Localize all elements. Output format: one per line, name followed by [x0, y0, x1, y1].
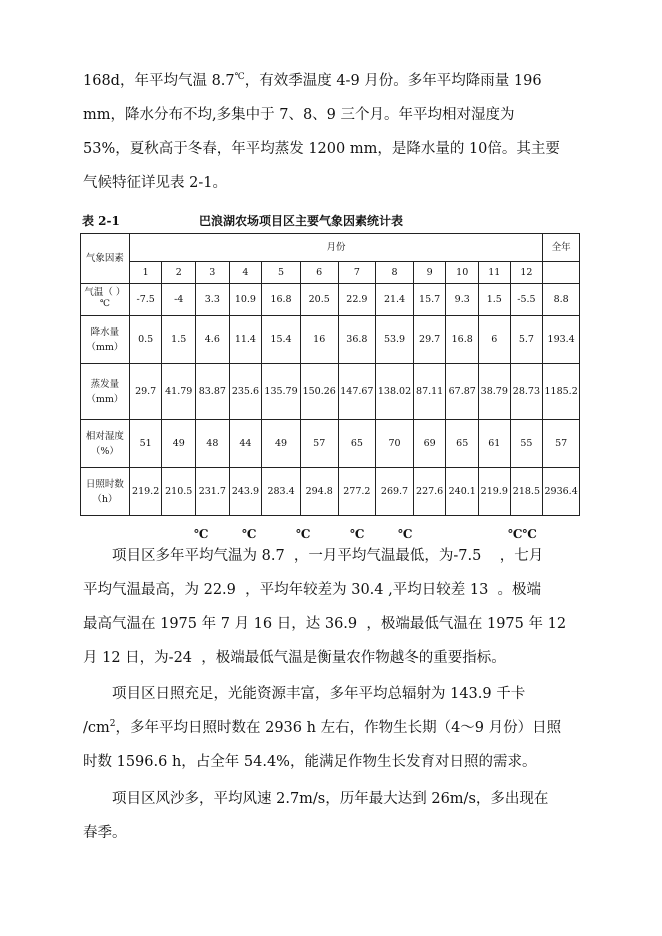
temperature-line-1: 项目区多年平均气温为 8.7 ，一月平均气温最低，为-7.5 ，七月	[112, 548, 544, 564]
wind-paragraph	[83, 782, 583, 850]
intro-line-4: 气候特征详见表 2-1。	[83, 175, 227, 191]
table-row	[81, 468, 580, 516]
degree-symbol: ℃	[242, 527, 257, 541]
table-cell: 16.8	[262, 284, 301, 316]
wind-line-1: 项目区风沙多，平均风速 2.7m/s，历年最大达到 26m/s，多出现在	[112, 791, 549, 807]
climate-table	[80, 233, 580, 516]
table-cell: 9.3	[446, 284, 479, 316]
annual-cell: 1185.2	[543, 364, 580, 420]
table-cell: 49	[262, 420, 301, 468]
table-cell: 15.4	[262, 316, 301, 364]
table-cell: 219.9	[479, 468, 511, 516]
table-cell: 21.4	[376, 284, 414, 316]
table-cell: 150.26	[300, 364, 338, 420]
month-label: 3	[196, 262, 230, 284]
table-cell: 44	[229, 420, 262, 468]
table-cell: 20.5	[300, 284, 338, 316]
table-cell: 235.6	[229, 364, 262, 420]
sunshine-line-1: 项目区日照充足，光能资源丰富，多年平均总辐射为 143.9 千卡	[112, 686, 526, 702]
table-cell: 28.73	[510, 364, 543, 420]
annual-cell: 193.4	[543, 316, 580, 364]
month-label: 10	[446, 262, 479, 284]
table-cell: -5.5	[510, 284, 543, 316]
table-cell: 69	[413, 420, 446, 468]
intro-paragraph	[83, 64, 583, 200]
table-cell: 4.6	[196, 316, 230, 364]
month-label: 12	[510, 262, 543, 284]
table-number: 表 2-1	[82, 214, 120, 228]
row-label: 蒸发量（mm）	[81, 364, 130, 420]
sunshine-line-2: $/cm^2$，多年平均日照时数在 2936 h 左右，作物生长期（4～9 月份）日照	[83, 719, 562, 736]
factor-header: 气象因素	[81, 234, 130, 284]
month-label: 4	[229, 262, 262, 284]
table-cell: -7.5	[129, 284, 162, 316]
month-label: 7	[338, 262, 376, 284]
table-cell: 243.9	[229, 468, 262, 516]
intro-line-2: mm，降水分布不均,多集中于 7、8、9 三个月。年平均相对湿度为	[83, 107, 515, 123]
table-cell: 51	[129, 420, 162, 468]
table-cell: 283.4	[262, 468, 301, 516]
degree-symbol: ℃	[99, 298, 110, 309]
annual-cell: 8.8	[543, 284, 580, 316]
row-label: 日照时数（h）	[81, 468, 130, 516]
month-label: 11	[479, 262, 511, 284]
row-label: 气温（ ）℃	[81, 284, 130, 316]
table-cell: 294.8	[300, 468, 338, 516]
table-cell: 5.7	[510, 316, 543, 364]
table-cell: 147.67	[338, 364, 376, 420]
table-cell: 61	[479, 420, 511, 468]
table-cell: 57	[300, 420, 338, 468]
table-cell: 240.1	[446, 468, 479, 516]
table-cell: 1.5	[479, 284, 511, 316]
degree-symbol: ℃	[398, 527, 413, 541]
table-cell: 70	[376, 420, 414, 468]
table-cell: 29.7	[413, 316, 446, 364]
month-label: 6	[300, 262, 338, 284]
table-row	[81, 316, 580, 364]
table-title: 巴浪湖农场项目区主要气象因素统计表	[199, 214, 404, 228]
temperature-line-3: 最高气温在 1975 年 7 月 16 日，达 36.9 ，极端最低气温在 1975 年 12	[83, 616, 567, 632]
table-cell: 87.11	[413, 364, 446, 420]
table-cell: 67.87	[446, 364, 479, 420]
table-cell: -4	[162, 284, 196, 316]
table-cell: 65	[446, 420, 479, 468]
table-header-row	[81, 234, 580, 262]
table-cell: 277.2	[338, 468, 376, 516]
row-label: 相对湿度（%）	[81, 420, 130, 468]
table-cell: 210.5	[162, 468, 196, 516]
degree-symbol: ℃	[194, 527, 209, 541]
year-blank-cell	[543, 262, 580, 284]
year-header: 全年	[543, 234, 580, 262]
table-cell: 16.8	[446, 316, 479, 364]
table-cell: 38.79	[479, 364, 511, 420]
month-number-row	[81, 262, 580, 284]
table-cell: 48	[196, 420, 230, 468]
month-label: 8	[376, 262, 414, 284]
table-cell: 227.6	[413, 468, 446, 516]
table-cell: 0.5	[129, 316, 162, 364]
sunshine-paragraph	[83, 677, 583, 779]
temperature-line-2: 平均气温最高，为 22.9 ，平均年较差为 30.4 ,平均日较差 13 。极端	[83, 582, 542, 598]
degree-symbol: ℃	[296, 527, 311, 541]
wind-line-2: 春季。	[83, 825, 127, 841]
table-cell: 49	[162, 420, 196, 468]
table-cell: 83.87	[196, 364, 230, 420]
degree-symbol: ℃	[350, 527, 365, 541]
temperature-line-4: 月 12 日，为-24 ，极端最低气温是衡量农作物越冬的重要指标。	[83, 650, 506, 666]
month-label: 2	[162, 262, 196, 284]
table-cell: 231.7	[196, 468, 230, 516]
table-cell: 11.4	[229, 316, 262, 364]
intro-line-3: 53%，夏秋高于冬春，年平均蒸发 1200 mm，是降水量的 10倍。其主要	[83, 141, 560, 157]
table-cell: 55	[510, 420, 543, 468]
table-cell: 218.5	[510, 468, 543, 516]
month-label: 1	[129, 262, 162, 284]
table-cell: 10.9	[229, 284, 262, 316]
table-cell: 219.2	[129, 468, 162, 516]
table-row	[81, 364, 580, 420]
month-label: 5	[262, 262, 301, 284]
table-cell: 16	[300, 316, 338, 364]
row-label: 降水量（mm）	[81, 316, 130, 364]
annual-cell: 57	[543, 420, 580, 468]
intro-line-1: 168d，年平均气温 8.7℃，有效季温度 4-9 月份。多年平均降雨量 196	[83, 72, 542, 89]
degree-symbol: ℃	[234, 72, 245, 83]
table-cell: 22.9	[338, 284, 376, 316]
table-cell: 15.7	[413, 284, 446, 316]
table-cell: 1.5	[162, 316, 196, 364]
table-cell: 269.7	[376, 468, 414, 516]
month-header: 月份	[129, 234, 542, 262]
table-cell: 36.8	[338, 316, 376, 364]
temperature-paragraph	[83, 539, 583, 675]
month-label: 9	[413, 262, 446, 284]
table-cell: 65	[338, 420, 376, 468]
table-cell: 135.79	[262, 364, 301, 420]
table-cell: 3.3	[196, 284, 230, 316]
table-row	[81, 284, 580, 316]
table-cell: 41.79	[162, 364, 196, 420]
sunshine-line-3: 时数 1596.6 h，占全年 54.4%，能满足作物生长发育对日照的需求。	[83, 754, 537, 770]
degree-symbol: ℃℃	[508, 527, 537, 541]
table-row	[81, 420, 580, 468]
table-cell: 53.9	[376, 316, 414, 364]
table-cell: 29.7	[129, 364, 162, 420]
table-cell: 6	[479, 316, 511, 364]
annual-cell: 2936.4	[543, 468, 580, 516]
table-cell: 138.02	[376, 364, 414, 420]
